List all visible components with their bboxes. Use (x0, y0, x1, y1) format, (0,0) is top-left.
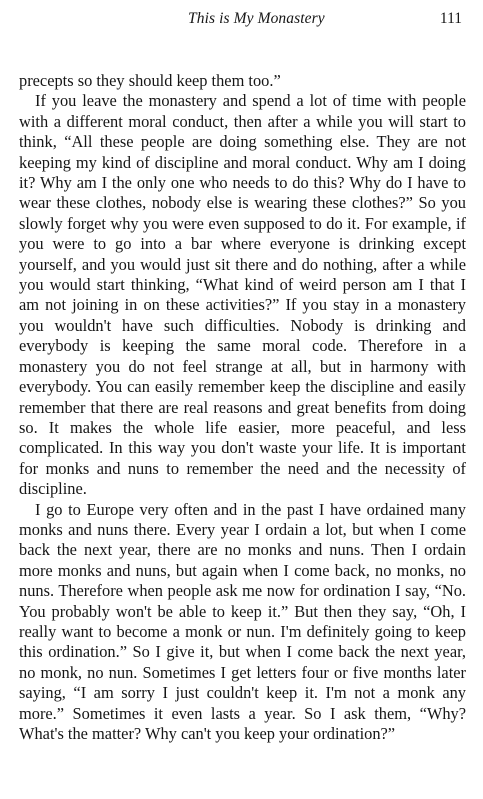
running-head (19, 6, 466, 36)
running-title: This is My Monastery (188, 10, 325, 27)
paragraph-europe-ordination: I go to Europe very often and in the past I have ordained many monks and nuns there. Every year I ordain a lot, but when I come back the next year, there are no monks and nuns. Then I ordain more monks and nuns, but again when I come back, no monks, no nuns. Therefore when people ask me now for ordination I say, “No. You probably won't be able to keep it.” But then they say, “Oh, I really want to become a monk or nun. I'm definitely going to keep this ordination.” So I give it, but when I come back the next year, no monk, no nun. Sometimes I get letters four or five months later saying, “I am sorry I just couldn't keep it. I'm not a monk any more.” Sometimes it even lasts a year. So I ask them, “Why? What's the matter? Why can't you keep your ordination?” (19, 499, 466, 743)
paragraph-leaving-monastery: If you leave the monastery and spend a lot of time with people with a different moral conduct, then after a while you will start to think, “All these people are doing something else. They are not keeping my kind of discipline and moral conduct. Why am I doing it? Why am I the only one who needs to do this? Why do I have to wear these clothes, nobody else is wearing these clothes?” So you slowly forget why you were even supposed to do it. For example, if you were to go into a bar where everyone is drinking except yourself, and you would just sit there and do nothing, after a while you would start thinking, “What kind of weird person am I that I am not joining in on these activities?” If you stay in a monastery you wouldn't have such difficulties. Nobody is drinking and everybody is keeping the same moral code. Therefore in a monastery you do not feel strange at all, but in harmony with everybody. You can easily remember keep the discipline and easily remember that there are real reasons and great benefits from doing so. It makes the whole life easier, more peaceful, and less complicated. In this way you don't waste your life. It is important for monks and nuns to remember the need and the necessity of discipline. (19, 91, 466, 499)
paragraph-continuation: precepts so they should keep them too.” (19, 71, 281, 90)
body-text (19, 71, 466, 744)
page-number: 111 (439, 10, 462, 27)
